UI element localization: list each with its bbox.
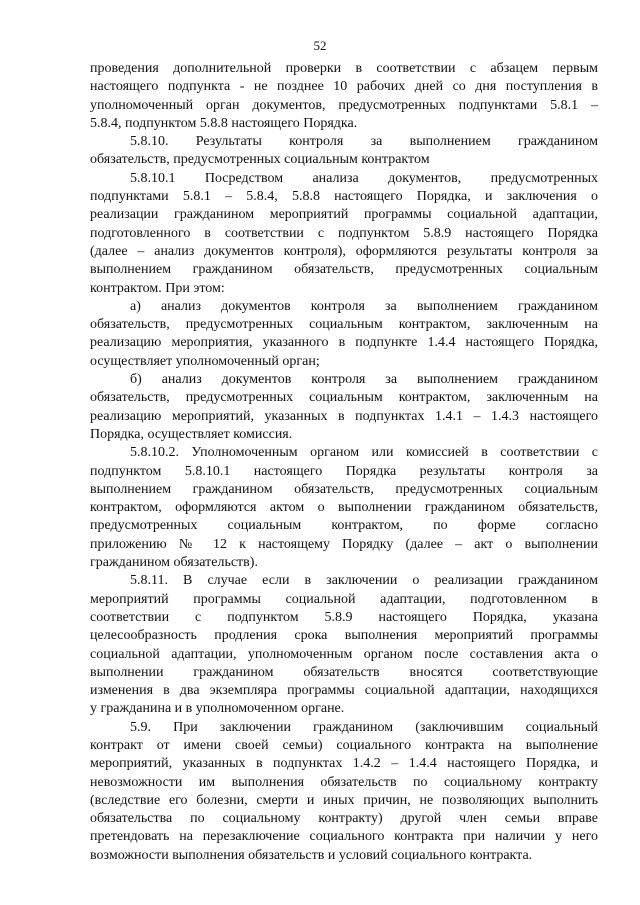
paragraph-line: выполнением гражданином обязательств, предусмотренных социальным (90, 481, 598, 497)
paragraph-line: реализации гражданином мероприятий программы социальной адаптации, (90, 207, 598, 223)
paragraph-line: контрактом. При этом: (90, 280, 225, 296)
paragraph-line: контрактом, оформляются актом о выполнении гражданином обязательств, (90, 500, 598, 516)
paragraph (90, 170, 598, 298)
paragraph-line: претендовать на перезаключение социального контракта при наличии у него (90, 829, 598, 845)
paragraph-line: контракт от имени своей семьи) социального контракта на выполнение (90, 737, 598, 753)
paragraph-line: мероприятий, указанных в подпунктах 1.4.2 – 1.4.4 настоящего Порядка, и (90, 756, 598, 772)
paragraph-line: обязательства по социальному контракту) другой член семьи вправе (90, 811, 598, 827)
paragraph-line: гражданином обязательств). (90, 555, 258, 571)
paragraph-line: обязательств, предусмотренных социальным контрактом (90, 152, 430, 168)
paragraph-line: реализацию мероприятия, указанного в подпункте 1.4.4 настоящего Порядка, (90, 335, 598, 351)
paragraph-line: социальной адаптации, уполномоченным органом после составления акта о (90, 646, 598, 662)
paragraph-line: 5.8.11. В случае если в заключении о реализации гражданином (130, 573, 598, 589)
paragraph-line: 5.8.4, подпунктом 5.8.8 настоящего Порядка. (90, 115, 358, 131)
paragraph-line: уполномоченный орган документов, предусмотренных подпунктами 5.8.1 – (90, 97, 598, 113)
paragraph-line: подпунктом 5.8.10.1 настоящего Порядка результаты контроля за (90, 463, 598, 479)
paragraph-line: у гражданина и в уполномоченном органе. (90, 701, 345, 717)
paragraph-line: выполнением гражданином обязательств, предусмотренных социальным (90, 262, 598, 278)
paragraph-line: 5.8.10.2. Уполномоченным органом или комиссией в соответствии с (130, 445, 598, 461)
paragraph-line: Порядка, осуществляет комиссия. (90, 426, 293, 442)
paragraph-line: невозможности им выполнения обязательств по социальному контракту (90, 774, 598, 790)
paragraph (90, 444, 598, 572)
paragraph-line: выполнении гражданином обязательств вносятся соответствующие (90, 664, 598, 680)
paragraph (90, 719, 598, 865)
paragraph-line: (далее – анализ документов контроля), оформляются результаты контроля за (90, 243, 598, 259)
paragraph (90, 298, 598, 371)
paragraph (90, 572, 598, 718)
paragraph (90, 133, 598, 170)
paragraph-line: мероприятий программы социальной адаптации, подготовленном в (90, 591, 598, 607)
document-body (90, 60, 598, 865)
paragraph-line: обязательств, предусмотренных социальным контрактом, заключенным на (90, 390, 598, 406)
paragraph-line: обязательств, предусмотренных социальным контрактом, заключенным на (90, 317, 598, 333)
paragraph-line: б) анализ документов контроля за выполнением гражданином (130, 372, 598, 388)
paragraph-line: реализацию мероприятий, указанных в подпунктах 1.4.1 – 1.4.3 настоящего (90, 408, 598, 424)
paragraph-line: изменения в два экземпляра программы социальной адаптации, находящихся (90, 683, 598, 699)
paragraph-line: возможности выполнения обязательств и условий социального контракта. (90, 847, 533, 863)
paragraph (90, 371, 598, 444)
page-number: 52 (313, 38, 327, 53)
paragraph-line: 5.8.10.1 Посредством анализа документов, предусмотренных (130, 170, 598, 186)
paragraph-line: 5.8.10. Результаты контроля за выполнением гражданином (130, 134, 598, 150)
paragraph-line: настоящего подпункта - не позднее 10 рабочих дней со дня поступления в (90, 79, 598, 95)
paragraph-line: предусмотренных социальным контрактом, по форме согласно (90, 518, 598, 534)
paragraph-line: целесообразность продления срока выполнения мероприятий программы (90, 628, 598, 644)
paragraph-line: осуществляет уполномоченный орган; (90, 353, 320, 369)
paragraph-line: проведения дополнительной проверки в соответствии с абзацем первым (90, 61, 598, 76)
paragraph-line: (вследствие его болезни, смерти и иных причин, не позволяющих выполнить (90, 792, 598, 808)
paragraph-line: подпунктами 5.8.1 – 5.8.4, 5.8.8 настоящего Порядка, и заключения о (90, 189, 598, 205)
paragraph-line: подготовленного в соответствии с подпунктом 5.8.9 настоящего Порядка (90, 225, 598, 241)
paragraph-line: соответствии с подпунктом 5.8.9 настоящего Порядка, указана (90, 609, 598, 625)
paragraph-line: 5.9. При заключении гражданином (заключившим социальный (130, 719, 598, 735)
paragraph-line: приложению № 12 к настоящему Порядку (далее – акт о выполнении (90, 536, 598, 552)
paragraph (90, 60, 598, 133)
paragraph-line: а) анализ документов контроля за выполнением гражданином (130, 298, 598, 314)
